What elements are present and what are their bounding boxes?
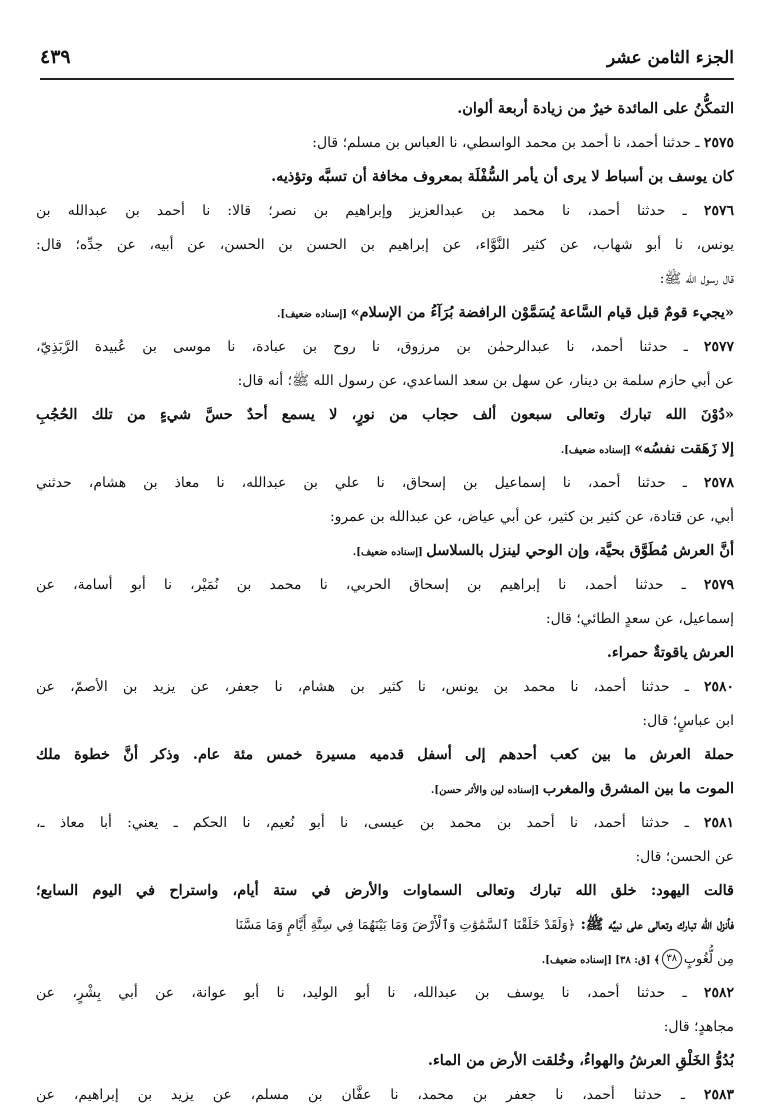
text-segment: أبي، عن قتادة، عن كثير بن كثير، عن أبي عياض، عن عبدالله بن عمرو:	[329, 509, 734, 525]
text-segment: ـ حدثنا أحمد، نا جعفر بن محمد، نا عفَّان بن مسلم، عن يزيد بن إبراهيم، عن	[36, 1087, 704, 1103]
text-segment: ـ حدثنا أحمد، نا محمد بن عبدالعزيز وإبراهيم بن نصر؛ قالا: نا أحمد بن عبدالله بن	[36, 203, 704, 219]
hadith-number: ٢٥٧٧	[703, 339, 734, 355]
hadith-number: ٢٥٨١	[703, 815, 734, 831]
text-segment: فأنزل الله تبارك وتعالى على نبيِّه ﷺ:	[575, 916, 734, 933]
text-segment: التمكُّنُ على المائدة خيرٌ من زيادة أربعة ألوان.	[457, 100, 734, 117]
hadith-number: ٢٥٨٢	[703, 985, 734, 1001]
text-body	[36, 92, 734, 1112]
text-line	[36, 432, 734, 466]
text-line	[36, 670, 734, 704]
text-segment: إسماعيل، عن سعدٍ الطائي؛ قال:	[545, 611, 734, 627]
volume-title: الجزء الثامن عشر	[606, 48, 734, 68]
text-line	[36, 568, 734, 602]
text-segment: قال رسول الله ﷺ:	[659, 271, 734, 287]
text-line	[36, 908, 734, 942]
text-line	[36, 466, 734, 500]
text-segment: قالت اليهود: خلق الله تبارك وتعالى السماوات والأرض في ستة أيام، واستراح في اليوم السابع؛	[36, 882, 734, 899]
text-segment: مجاهدٍ؛ قال:	[663, 1019, 734, 1035]
hadith-number: ٢٥٧٩	[703, 577, 734, 593]
isnad-grade-note: [إسناده ضعيف].	[560, 445, 635, 456]
page-number: ٤٣٩	[40, 46, 71, 68]
text-segment: «يجيء قومٌ قبل قيام السَّاعة يُسَمَّوْن الرافضة بُرَآءُ من الإسلام»	[350, 304, 734, 321]
text-line	[36, 228, 734, 262]
text-line	[36, 1010, 734, 1044]
text-segment: ـ حدثنا أحمد، نا أحمد بن محمد الواسطي، نا العباس بن مسلم؛ قال:	[312, 135, 704, 151]
running-header	[40, 44, 734, 80]
text-segment: عن أبي حازم سلمة بن دينار، عن سهل بن سعد الساعدي، عن رسول الله ﷺ؛ أنه قال:	[237, 373, 734, 389]
text-segment: ـ حدثنا أحمد، نا محمد بن يونس، نا كثير بن هشام، نا جعفر، عن يزيد بن الأصمّ، عن	[36, 679, 704, 695]
text-segment: ـ حدثنا أحمد، نا عبدالرحمٰن بن مرزوق، نا روح بن عبادة، نا موسى بن عُبيدة الرَّبَذِيّ،	[36, 339, 704, 355]
text-line	[36, 976, 734, 1010]
hadith-number: ٢٥٨٣	[703, 1087, 734, 1103]
text-segment: عن الحسن؛ قال:	[635, 849, 734, 865]
text-segment: إلا زَهَقت نفسُه»	[634, 440, 734, 457]
text-line	[36, 602, 734, 636]
quran-verse: ﴿وَلَقَدْ خَلَقْنَا ٱلسَّمَٰوَٰتِ وَٱلْأَرْضَ وَمَا بَيْنَهُمَا فِي سِتَّةِ أَيَّامٍ وَمَا مَسَّنَا	[235, 918, 576, 933]
text-line	[36, 636, 734, 670]
text-line	[36, 500, 734, 534]
isnad-grade-note: ﴾ [ق: ٣٨] [إسناده ضعيف].	[541, 955, 660, 966]
text-segment: ـ حدثنا أحمد، نا إبراهيم بن إسحاق الحربي، نا محمد بن نُمَيْر، نا أبو أسامة، عن	[36, 577, 704, 593]
text-line	[36, 1044, 734, 1078]
hadith-number: ٢٥٧٥	[703, 135, 734, 151]
text-line	[36, 92, 734, 126]
text-line	[36, 840, 734, 874]
text-segment: ـ حدثنا أحمد، نا إسماعيل بن إسحاق، نا علي بن عبدالله، نا معاذ بن هشام، حدثني	[36, 475, 704, 491]
text-line	[36, 874, 734, 908]
text-line	[36, 364, 734, 398]
hadith-number: ٢٥٨٠	[703, 679, 734, 695]
text-segment: يونس، نا أبو شهاب، عن كثير النَّوَّاء، عن إبراهيم بن الحسن بن الحسن، عن أبيه، عن جدِّه؛ قال:	[36, 237, 734, 253]
text-line	[36, 262, 734, 296]
text-line	[36, 738, 734, 772]
text-line	[36, 160, 734, 194]
text-segment: «دُوْنَ الله تبارك وتعالى سبعون ألف حجاب من نورٍ، لا يسمع أحدٌ حسَّ شيءٍ من تلك الحُجُبِ	[36, 406, 734, 423]
hadith-number: ٢٥٧٨	[703, 475, 734, 491]
quran-verse: مِن لُّغُوبٍ	[683, 952, 734, 967]
text-line	[36, 534, 734, 568]
text-segment: بُدُوُّ الخَلْقِ العرشُ والهواءُ، وخُلقت الأرض من الماء.	[427, 1052, 734, 1069]
text-segment: الموت ما بين المشرق والمغرب	[542, 780, 734, 797]
text-line	[36, 806, 734, 840]
isnad-grade-note: [إسناده لين والأثر حسن].	[430, 785, 543, 796]
text-line	[36, 398, 734, 432]
text-segment: أنَّ العرش مُطَوَّق بحيَّة، وإن الوحي لينزل بالسلاسل	[426, 542, 734, 559]
text-segment: العرش ياقوتةٌ حمراء.	[606, 644, 734, 661]
text-segment: كان يوسف بن أسباط لا يرى أن يأمر السُّفْلَة بمعروف مخافة أن تسبَّه وتؤذيه.	[271, 168, 734, 185]
text-line	[36, 704, 734, 738]
text-line	[36, 126, 734, 160]
isnad-grade-note: [إسناده ضعيف].	[276, 309, 351, 320]
text-line	[36, 1078, 734, 1112]
hadith-number: ٢٥٧٦	[703, 203, 734, 219]
text-segment: حملة العرش ما بين كعب أحدهم إلى أسفل قدميه مسيرة خمس مئة عام. وذكر أنَّ خطوة ملك	[36, 746, 734, 763]
text-segment: ـ حدثنا أحمد، نا أحمد بن محمد بن عيسى، نا أبو نُعيم، نا الحكم ـ يعني: أبا معاذ ـ،	[36, 815, 704, 831]
text-line	[36, 296, 734, 330]
text-line	[36, 330, 734, 364]
text-line	[36, 772, 734, 806]
ayah-number-marker: ٣٨	[662, 949, 682, 969]
text-segment: ـ حدثنا أحمد، نا يوسف بن عبدالله، نا أبو الوليد، نا أبو عوانة، عن أبي بِشْرٍ، عن	[36, 985, 704, 1001]
isnad-grade-note: [إسناده ضعيف].	[352, 547, 427, 558]
text-line	[36, 942, 734, 976]
text-segment: ابن عباسٍ؛ قال:	[642, 713, 734, 729]
text-line	[36, 194, 734, 228]
